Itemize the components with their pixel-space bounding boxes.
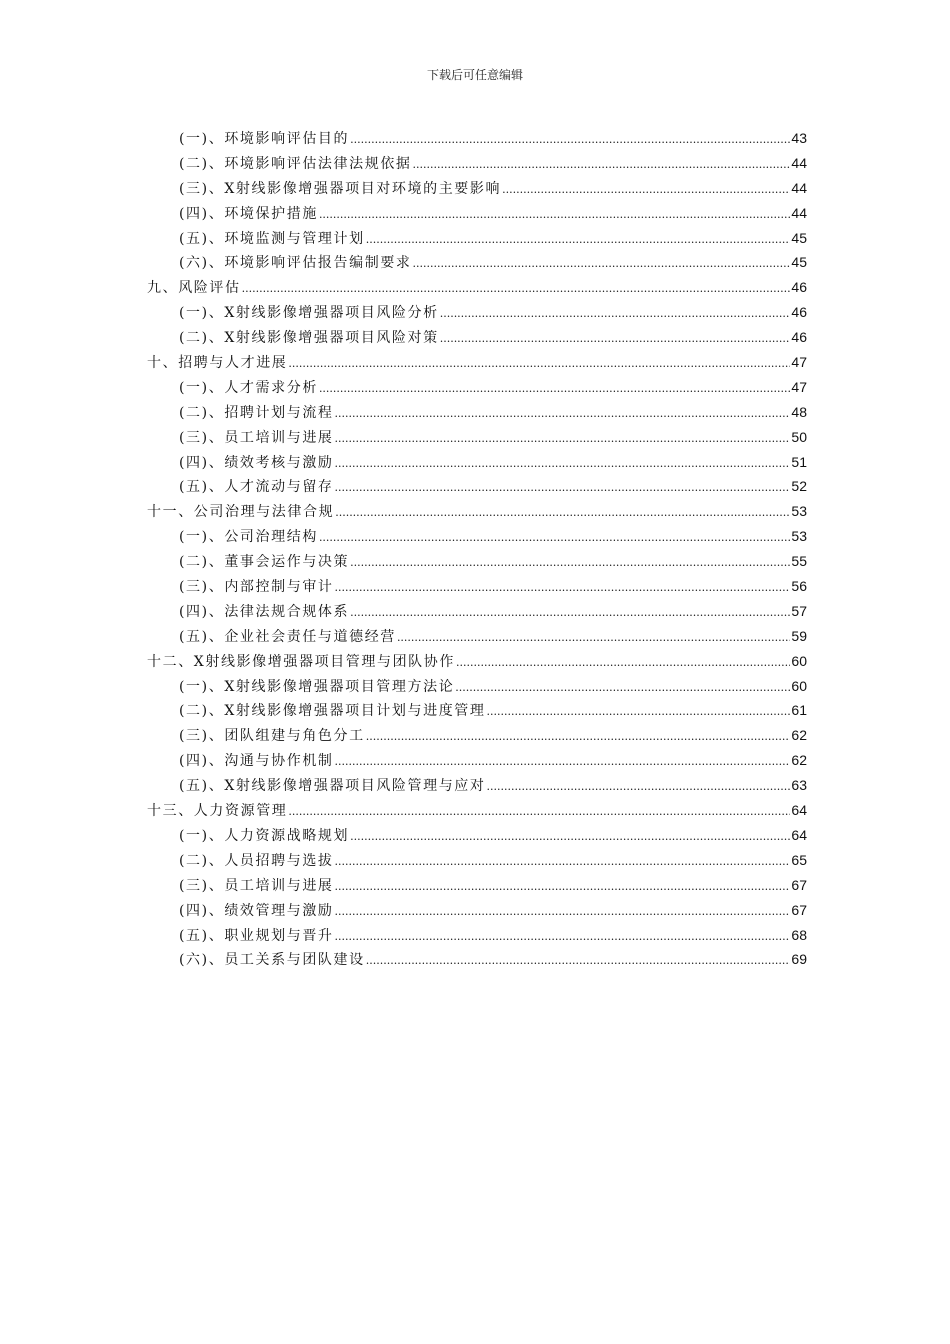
toc-dot-leader	[350, 550, 790, 576]
toc-page-number: 62	[791, 727, 807, 744]
toc-page-number: 56	[791, 578, 807, 595]
toc-dot-leader	[350, 600, 790, 626]
toc-page-number: 69	[791, 951, 807, 968]
toc-section-entry[interactable]	[147, 873, 807, 898]
toc-page-number: 65	[791, 851, 807, 868]
toc-dot-leader	[455, 675, 790, 701]
toc-entry-title: (四)、沟通与协作机制	[179, 753, 334, 770]
toc-entry-title: (三)、员工培训与进展	[179, 877, 334, 894]
toc-page-number: 45	[791, 254, 807, 271]
toc-entry-title: (三)、员工培训与进展	[179, 429, 334, 446]
toc-dot-leader	[366, 227, 791, 253]
toc-page-number: 52	[791, 478, 807, 495]
toc-entry-title: (一)、公司治理结构	[179, 529, 318, 546]
toc-section-entry[interactable]	[147, 375, 807, 400]
toc-section-entry[interactable]	[147, 898, 807, 923]
toc-page-number: 47	[791, 378, 807, 395]
toc-section-entry[interactable]	[147, 723, 807, 748]
toc-dot-leader	[335, 500, 790, 526]
toc-page-number: 55	[791, 553, 807, 570]
toc-entry-title: (六)、员工关系与团队建设	[179, 952, 365, 969]
toc-dot-leader	[335, 749, 791, 775]
toc-chapter-entry[interactable]	[147, 350, 807, 375]
toc-page-number: 48	[791, 403, 807, 420]
toc-page-number: 67	[791, 901, 807, 918]
toc-dot-leader	[413, 152, 791, 178]
toc-entry-title: (一)、人才需求分析	[179, 379, 318, 396]
toc-page-number: 64	[791, 826, 807, 843]
toc-section-entry[interactable]	[147, 773, 807, 798]
toc-entry-title: 十二、X射线影像增强器项目管理与团队协作	[147, 653, 455, 670]
toc-entry-title: (二)、X射线影像增强器项目计划与进度管理	[179, 703, 486, 720]
toc-page-number: 57	[791, 602, 807, 619]
toc-page-number: 50	[791, 428, 807, 445]
toc-entry-title: (三)、内部控制与审计	[179, 579, 334, 596]
toc-page-number: 68	[791, 926, 807, 943]
toc-section-entry[interactable]	[147, 947, 807, 972]
toc-entry-title: (四)、环境保护措施	[179, 205, 318, 222]
toc-section-entry[interactable]	[147, 201, 807, 226]
toc-section-entry[interactable]	[147, 151, 807, 176]
toc-entry-title: (一)、X射线影像增强器项目风险分析	[179, 305, 439, 322]
toc-page-number: 43	[791, 130, 807, 146]
toc-section-entry[interactable]	[147, 599, 807, 624]
toc-section-entry[interactable]	[147, 300, 807, 325]
toc-page-number: 60	[791, 677, 807, 694]
toc-chapter-entry[interactable]	[147, 649, 807, 674]
toc-dot-leader	[288, 351, 790, 377]
toc-entry-title: 九、风险评估	[147, 280, 241, 297]
toc-entry-title: (六)、环境影响评估报告编制要求	[179, 255, 412, 272]
toc-page-number: 45	[791, 229, 807, 246]
toc-dot-leader	[440, 301, 791, 327]
toc-section-entry[interactable]	[147, 325, 807, 350]
toc-dot-leader	[350, 127, 790, 153]
toc-dot-leader	[335, 475, 791, 501]
toc-page-number: 61	[791, 702, 807, 719]
toc-dot-leader	[335, 924, 791, 950]
toc-section-entry[interactable]	[147, 848, 807, 873]
toc-dot-leader	[319, 376, 790, 402]
toc-entry-title: (五)、企业社会责任与道德经营	[179, 628, 396, 645]
toc-section-entry[interactable]	[147, 923, 807, 948]
toc-section-entry[interactable]	[147, 624, 807, 649]
toc-section-entry[interactable]	[147, 549, 807, 574]
toc-page-number: 51	[791, 453, 807, 470]
toc-entry-title: 十三、人力资源管理	[147, 803, 288, 820]
toc-section-entry[interactable]	[147, 226, 807, 251]
toc-chapter-entry[interactable]	[147, 798, 807, 823]
toc-section-entry[interactable]	[147, 400, 807, 425]
toc-entry-title: 十一、公司治理与法律合规	[147, 504, 335, 521]
toc-entry-title: (二)、招聘计划与流程	[179, 404, 334, 421]
page-header: 下载后可任意编辑	[426, 68, 523, 82]
toc-page-number: 44	[791, 179, 807, 196]
toc-page-number: 62	[791, 752, 807, 769]
toc-section-entry[interactable]	[147, 674, 807, 699]
toc-page-number: 47	[791, 354, 807, 371]
toc-dot-leader	[288, 799, 790, 825]
toc-entry-title: (二)、X射线影像增强器项目风险对策	[179, 330, 439, 347]
table-of-contents	[147, 126, 807, 972]
toc-section-entry[interactable]	[147, 450, 807, 475]
toc-page-number: 59	[791, 627, 807, 644]
toc-dot-leader	[335, 401, 791, 427]
toc-page-number: 67	[791, 876, 807, 893]
toc-page-number: 53	[791, 528, 807, 545]
toc-entry-title: (二)、环境影响评估法律法规依据	[179, 155, 412, 172]
toc-entry-title: (五)、人才流动与留存	[179, 479, 334, 496]
toc-page-number: 46	[791, 279, 807, 296]
toc-section-entry[interactable]	[147, 574, 807, 599]
toc-entry-title: (三)、X射线影像增强器项目对环境的主要影响	[179, 180, 502, 197]
toc-chapter-entry[interactable]	[147, 499, 807, 524]
toc-dot-leader	[456, 650, 790, 676]
toc-dot-leader	[335, 426, 791, 452]
toc-dot-leader	[440, 326, 791, 352]
toc-dot-leader	[319, 202, 790, 228]
toc-dot-leader	[366, 724, 791, 750]
toc-page-number: 63	[791, 777, 807, 794]
toc-dot-leader	[487, 699, 791, 725]
toc-dot-leader	[335, 874, 791, 900]
toc-dot-leader	[335, 899, 791, 925]
toc-entry-title: (三)、团队组建与角色分工	[179, 728, 365, 745]
toc-dot-leader	[242, 276, 791, 302]
toc-page-number: 46	[791, 304, 807, 321]
toc-section-entry[interactable]	[147, 474, 807, 499]
toc-section-entry[interactable]	[147, 126, 807, 151]
toc-page-number: 44	[791, 154, 807, 171]
toc-dot-leader	[502, 177, 790, 203]
toc-dot-leader	[335, 849, 791, 875]
toc-entry-title: (一)、人力资源战略规划	[179, 827, 350, 844]
toc-dot-leader	[397, 625, 790, 651]
toc-dot-leader	[335, 575, 791, 601]
toc-entry-title: (五)、X射线影像增强器项目风险管理与应对	[179, 778, 486, 795]
toc-section-entry[interactable]	[147, 176, 807, 201]
toc-section-entry[interactable]	[147, 698, 807, 723]
toc-section-entry[interactable]	[147, 823, 807, 848]
toc-dot-leader	[335, 451, 791, 477]
toc-entry-title: (四)、法律法规合规体系	[179, 603, 350, 620]
toc-section-entry[interactable]	[147, 250, 807, 275]
toc-entry-title: (一)、X射线影像增强器项目管理方法论	[179, 678, 455, 695]
toc-entry-title: 十、招聘与人才进展	[147, 355, 288, 372]
toc-page-number: 60	[791, 652, 807, 669]
toc-page-number: 44	[791, 204, 807, 221]
toc-entry-title: (一)、环境影响评估目的	[179, 131, 350, 147]
toc-entry-title: (五)、职业规划与晋升	[179, 927, 334, 944]
toc-entry-title: (二)、董事会运作与决策	[179, 554, 350, 571]
toc-dot-leader	[413, 251, 791, 277]
toc-dot-leader	[487, 774, 791, 800]
toc-entry-title: (四)、绩效考核与激励	[179, 454, 334, 471]
toc-dot-leader	[366, 948, 791, 974]
toc-section-entry[interactable]	[147, 524, 807, 549]
toc-section-entry[interactable]	[147, 748, 807, 773]
toc-page-number: 64	[791, 802, 807, 819]
toc-chapter-entry[interactable]	[147, 275, 807, 300]
toc-dot-leader	[350, 824, 790, 850]
toc-dot-leader	[319, 525, 790, 551]
toc-page-number: 53	[791, 503, 807, 520]
toc-section-entry[interactable]	[147, 425, 807, 450]
toc-page-number: 46	[791, 329, 807, 346]
toc-entry-title: (四)、绩效管理与激励	[179, 902, 334, 919]
toc-entry-title: (二)、人员招聘与选拔	[179, 852, 334, 869]
toc-entry-title: (五)、环境监测与管理计划	[179, 230, 365, 247]
